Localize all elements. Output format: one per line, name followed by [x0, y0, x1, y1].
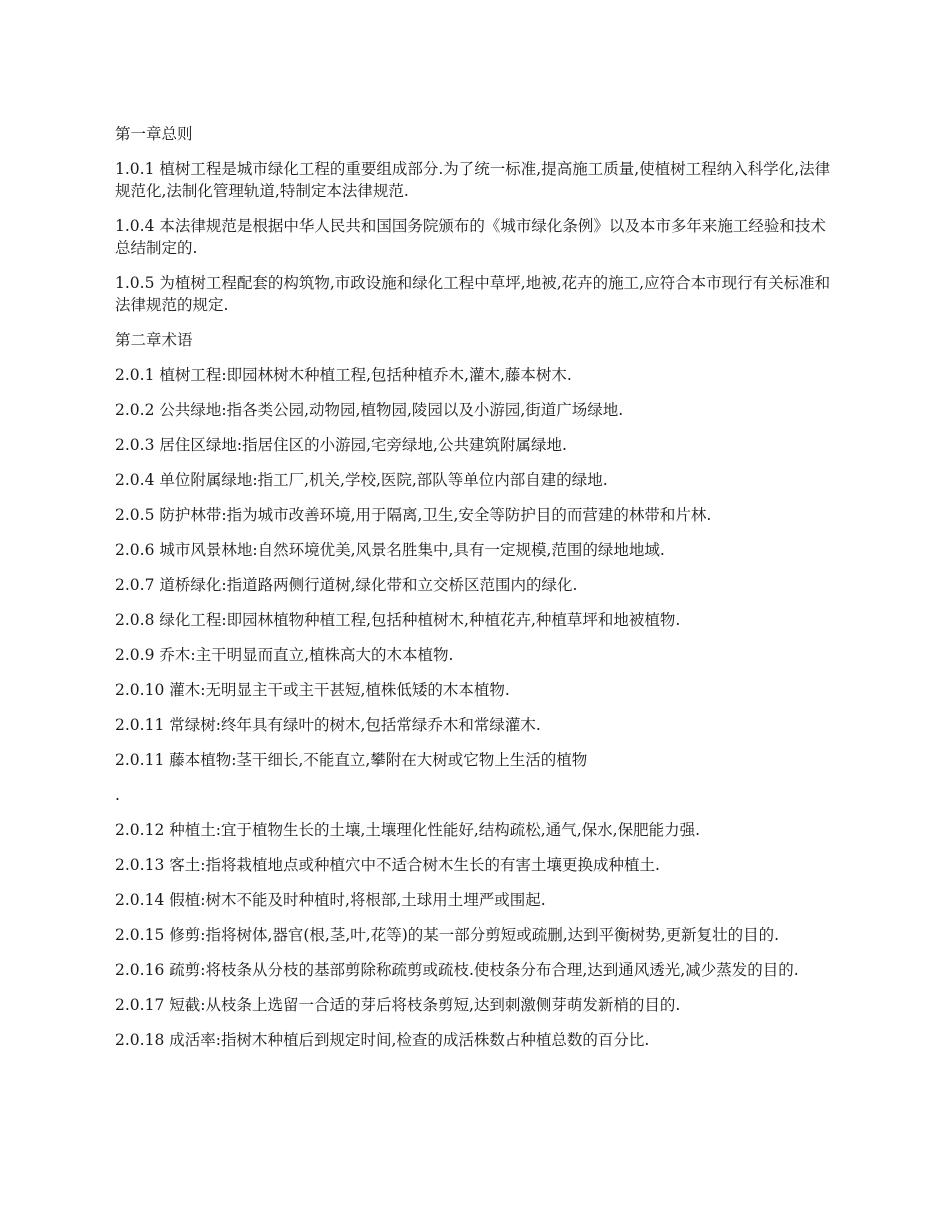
clause-2-0-16: 2.0.16 疏剪:将枝条从分枝的基部剪除称疏剪或疏枝.使枝条分布合理,达到通风透光,减少蒸发的目的.	[115, 961, 799, 979]
clause-2-0-9: 2.0.9 乔木:主干明显而直立,植株高大的木本植物.	[115, 646, 454, 664]
clause-2-0-3: 2.0.3 居住区绿地:指居住区的小游园,宅旁绿地,公共建筑附属绿地.	[115, 436, 567, 454]
clause-2-0-5: 2.0.5 防护林带:指为城市改善环境,用于隔离,卫生,安全等防护目的而营建的林带和片林.	[115, 506, 712, 524]
clause-2-0-17: 2.0.17 短截:从枝条上选留一合适的芽后将枝条剪短,达到刺激侧芽萌发新梢的目的.	[115, 996, 681, 1014]
clause-1-0-4: 1.0.4 本法律规范是根据中华人民共和国国务院颁布的《城市绿化条例》以及本市多年来施工经验和技术总结制定的.	[115, 217, 826, 257]
clause-1-0-1: 1.0.1 植树工程是城市绿化工程的重要组成部分.为了统一标准,提高施工质量,使植树工程纳入科学化,法律规范化,法制化管理轨道,特制定本法律规范.	[115, 160, 831, 200]
stray-period-line: .	[115, 786, 120, 804]
document-page	[115, 123, 835, 1064]
clause-2-0-12: 2.0.12 种植土:宜于植物生长的土壤,土壤理化性能好,结构疏松,通气,保水,保肥能力强.	[115, 821, 701, 839]
clause-2-0-13: 2.0.13 客土:指将栽植地点或种植穴中不适合树木生长的有害土壤更换成种植土.	[115, 856, 660, 874]
clause-2-0-11-vine: 2.0.11 藤本植物:茎干细长,不能直立,攀附在大树或它物上生活的植物	[115, 751, 588, 769]
chapter-2-heading: 第二章术语	[115, 331, 193, 349]
clause-2-0-4: 2.0.4 单位附属绿地:指工厂,机关,学校,医院,部队等单位内部自建的绿地.	[115, 471, 608, 489]
clause-2-0-14: 2.0.14 假植:树木不能及时种植时,将根部,土球用土埋严或围起.	[115, 891, 546, 909]
clause-2-0-6: 2.0.6 城市风景林地:自然环境优美,风景名胜集中,具有一定规模,范围的绿地地域.	[115, 541, 665, 559]
clause-1-0-5: 1.0.5 为植树工程配套的构筑物,市政设施和绿化工程中草坪,地被,花卉的施工,应符合本市现行有关标准和法律规范的规定.	[115, 274, 831, 314]
clause-2-0-1: 2.0.1 植树工程:即园林树木种植工程,包括种植乔木,灌木,藤本树木.	[115, 366, 572, 384]
clause-2-0-11-evergreen: 2.0.11 常绿树:终年具有绿叶的树木,包括常绿乔木和常绿灌木.	[115, 716, 541, 734]
clause-2-0-2: 2.0.2 公共绿地:指各类公园,动物园,植物园,陵园以及小游园,街道广场绿地.	[115, 401, 624, 419]
clause-2-0-18: 2.0.18 成活率:指树木种植后到规定时间,检查的成活株数占种植总数的百分比.	[115, 1031, 650, 1049]
clause-2-0-8: 2.0.8 绿化工程:即园林植物种植工程,包括种植树木,种植花卉,种植草坪和地被植物.	[115, 611, 681, 629]
clause-2-0-7: 2.0.7 道桥绿化:指道路两侧行道树,绿化带和立交桥区范围内的绿化.	[115, 576, 578, 594]
clause-2-0-10: 2.0.10 灌木:无明显主干或主干甚短,植株低矮的木本植物.	[115, 681, 510, 699]
chapter-1-heading: 第一章总则	[115, 125, 193, 143]
clause-2-0-15: 2.0.15 修剪:指将树体,器官(根,茎,叶,花等)的某一部分剪短或疏删,达到平衡树势,更新复壮的目的.	[115, 926, 780, 944]
